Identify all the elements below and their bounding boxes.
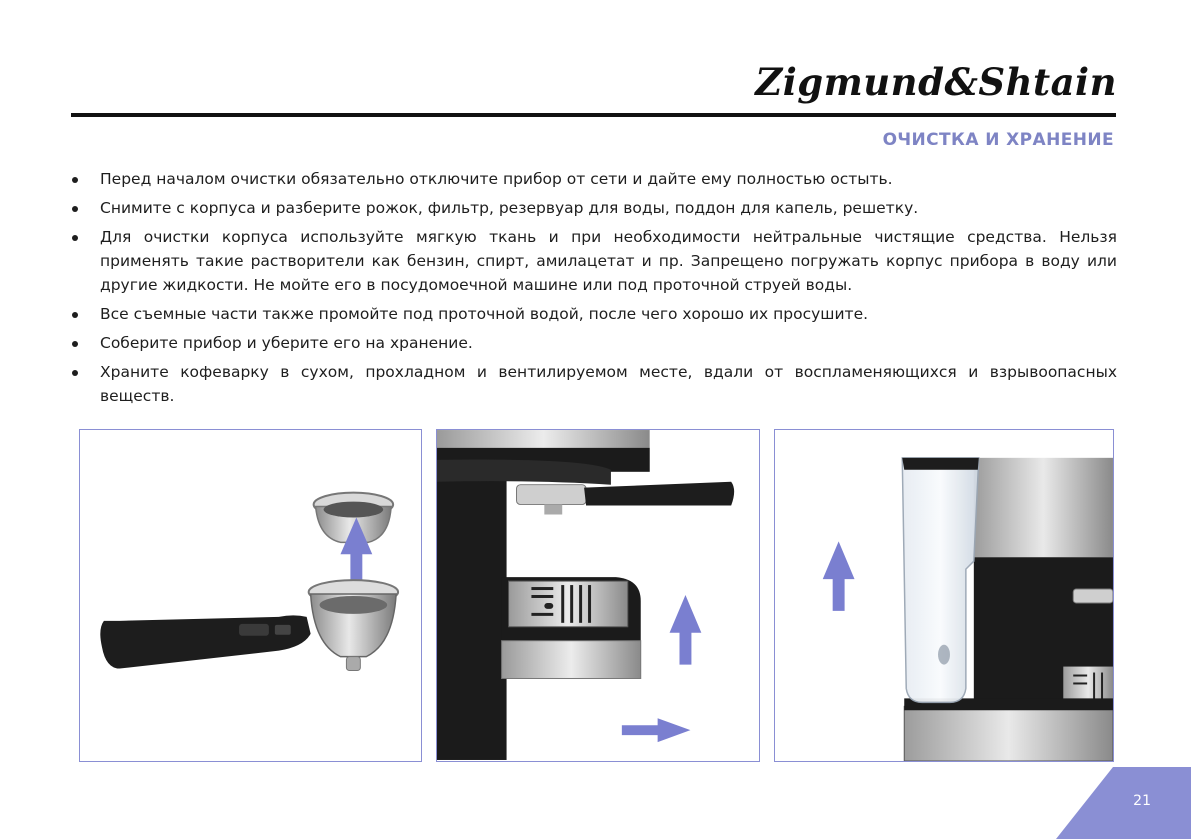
page-number: 21 (1133, 793, 1151, 809)
list-item (71, 167, 1117, 191)
bullet-icon (72, 177, 78, 183)
instruction-text: Снимите с корпуса и разберите рожок, фильтр, резервуар для воды, поддон для капель, решетку. (100, 199, 919, 217)
instruction-text: Соберите прибор и уберите его на хранение. (100, 334, 473, 352)
bullet-icon (72, 206, 78, 212)
instruction-text: Все съемные части также промойте под проточной водой, после чего хорошо их просушите. (100, 305, 869, 323)
list-item (71, 196, 1117, 220)
brand-logo: Zigmund&Shtain (755, 60, 1117, 104)
bullet-icon (72, 370, 78, 376)
bullet-icon (72, 312, 78, 318)
drip-tray-illustration (437, 430, 759, 761)
portafilter-illustration (80, 430, 421, 761)
section-title: ОЧИСТКА И ХРАНЕНИЕ (882, 130, 1114, 150)
bullet-icon (72, 341, 78, 347)
instruction-list (71, 167, 1117, 413)
list-item (71, 225, 1117, 297)
illustration-drip-tray (436, 429, 760, 762)
bullet-icon (72, 235, 78, 241)
list-item (71, 360, 1117, 408)
illustration-water-tank (774, 429, 1114, 762)
instruction-text: Перед началом очистки обязательно отключите прибор от сети и дайте ему полностью остыть. (100, 170, 893, 188)
instruction-text: Храните кофеварку в сухом, прохладном и вентилируемом месте, вдали от воспламеняющихся и взрывоопасных веществ. (100, 363, 1117, 405)
water-tank-illustration (775, 430, 1113, 761)
illustration-portafilter (79, 429, 422, 762)
page-corner-decoration (1056, 767, 1191, 839)
list-item (71, 302, 1117, 326)
list-item (71, 331, 1117, 355)
instruction-text: Для очистки корпуса используйте мягкую ткань и при необходимости нейтральные чистящие средства. Нельзя применять такие растворители как бензин, спирт, амилацетат и пр. Запрещено погружать корпус прибора в воду или другие жидкости. Не мойте его в посудомоечной машине или под проточной струей воды. (100, 228, 1117, 294)
header-divider (71, 113, 1116, 117)
